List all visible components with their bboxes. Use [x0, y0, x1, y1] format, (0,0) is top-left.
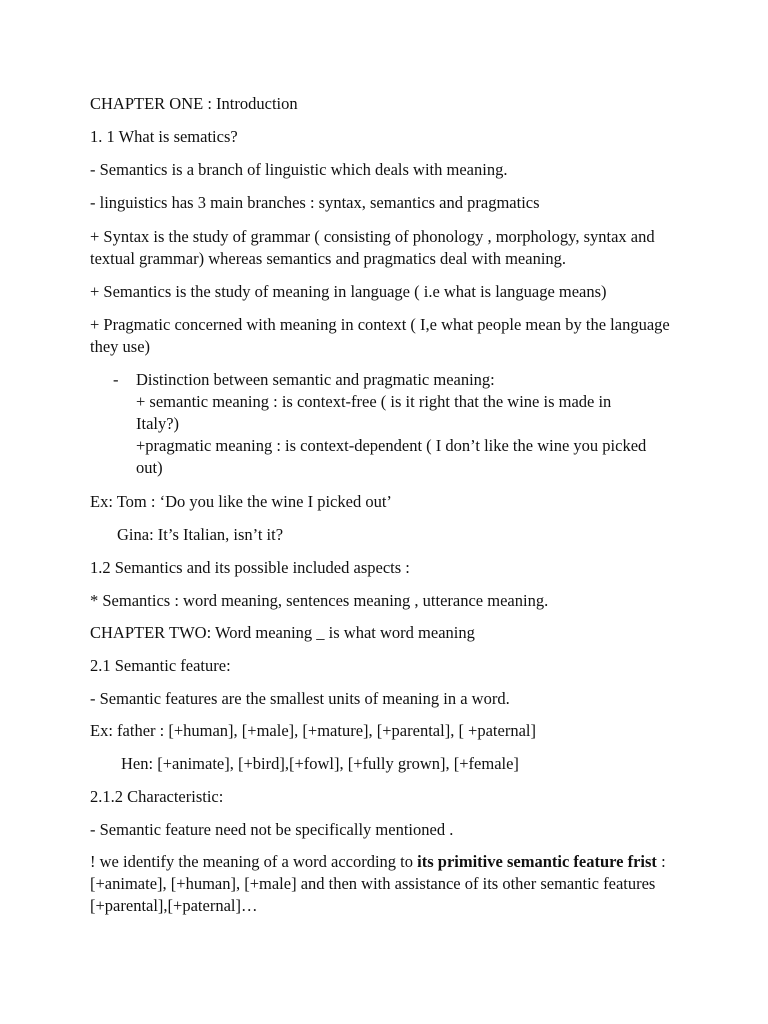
paragraph-semantic-features: - Semantic features are the smallest units of meaning in a word. — [90, 689, 510, 708]
example-tom: Ex: Tom : ‘Do you like the wine I picked out’ — [90, 492, 392, 511]
paragraph-semantics-aspects: * Semantics : word meaning, sentences meaning , utterance meaning. — [90, 591, 549, 610]
chapter-one-heading: CHAPTER ONE : Introduction — [90, 94, 298, 113]
section-2-1-heading: 2.1 Semantic feature: — [90, 656, 231, 675]
paragraph-primitive-feature — [90, 851, 690, 917]
section-1-2-heading: 1.2 Semantics and its possible included aspects : — [90, 558, 410, 577]
paragraph-semantics-study: + Semantics is the study of meaning in language ( i.e what is language means) — [90, 282, 607, 301]
paragraph-pragmatic: + Pragmatic concerned with meaning in context ( I,e what people mean by the language they use) — [90, 315, 674, 356]
primitive-feature-bold: its primitive semantic feature frist — [417, 852, 657, 871]
example-gina: Gina: It’s Italian, isn’t it? — [117, 525, 284, 544]
paragraph-feature-mentioned: - Semantic feature need not be specifically mentioned . — [90, 820, 454, 839]
section-1-1-heading: 1. 1 What is sematics? — [90, 127, 238, 146]
example-hen: Hen: [+animate], [+bird],[+fowl], [+fully grown], [+female] — [121, 754, 519, 773]
chapter-two-heading: CHAPTER TWO: Word meaning _ is what word meaning — [90, 623, 475, 642]
primitive-feature-text-end: : [+animate], [+human], [+male] and then with assistance of its other semantic features [+parental],[+paternal]… — [90, 852, 670, 915]
bullet-line-pragmatic-meaning: +pragmatic meaning : is context-dependent ( I don’t like the wine you picked out) — [136, 436, 647, 477]
bullet-dash: - — [113, 370, 119, 389]
paragraph-semantics-definition: - Semantics is a branch of linguistic which deals with meaning. — [90, 160, 508, 179]
section-2-1-2-heading: 2.1.2 Characteristic: — [90, 787, 224, 806]
paragraph-linguistics-branches: - linguistics has 3 main branches : syntax, semantics and pragmatics — [90, 193, 540, 212]
example-father: Ex: father : [+human], [+male], [+mature], [+parental], [ +paternal] — [90, 721, 536, 740]
primitive-feature-text-start: ! we identify the meaning of a word according to — [90, 852, 418, 871]
bullet-line-semantic-meaning: + semantic meaning : is context-free ( is it right that the wine is made in Italy?) — [136, 392, 612, 433]
bullet-line-distinction: Distinction between semantic and pragmatic meaning: — [136, 370, 495, 389]
paragraph-syntax: + Syntax is the study of grammar ( consisting of phonology , morphology, syntax and textual grammar) whereas semantics and pragmatics deal with meaning. — [90, 227, 659, 268]
